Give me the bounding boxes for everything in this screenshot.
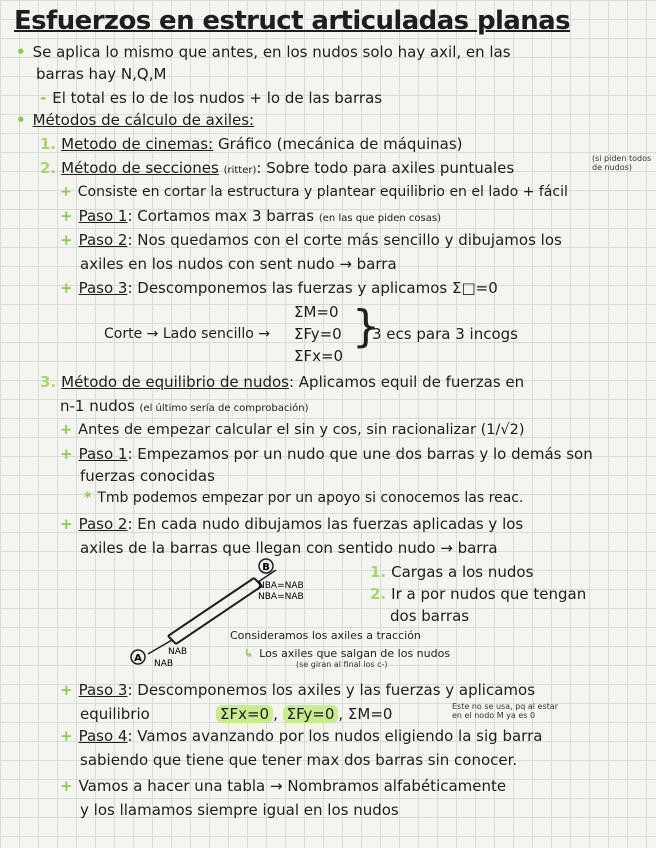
- axial-b-1: NBA=NAB: [258, 581, 304, 591]
- traction-note: Consideramos los axiles a tracción: [230, 629, 421, 642]
- brace-icon: }: [352, 301, 380, 352]
- section-step-3: + Paso 3: Descomponemos las fuerzas y aplicamos Σ□=0: [60, 279, 498, 297]
- equation-flow: Corte → Lado sencillo →: [104, 326, 271, 342]
- intro-line-2: barras hay N,Q,M: [36, 65, 167, 83]
- section-step-2: + Paso 2: Nos quedamos con el corte más sencillo y dibujamos los: [60, 231, 562, 249]
- method-3-cont: n-1 nudos (el último sería de comprobación): [60, 397, 309, 415]
- highlight-fy: ΣFy=0: [283, 705, 339, 723]
- moment-note: Este no se usa, pq al estar en el nodo M ya es 0: [452, 702, 558, 720]
- intro-line: • Se aplica lo mismo que antes, en los nudos solo hay axil, en las: [16, 43, 511, 61]
- nodes-step-4-cont: sabiendo que tiene que tener max dos barras sin conocer.: [80, 751, 518, 769]
- table-line-cont: y los llamamos siempre igual en los nudos: [80, 801, 399, 819]
- method-2-note: (si piden todos de nudos): [592, 154, 652, 172]
- nodes-step-2-cont: axiles de la barras que llegan con sentido nudo → barra: [80, 539, 498, 557]
- section-step-2-cont: axiles en los nudos con sent nudo → barra: [80, 255, 397, 273]
- section-step: + Consiste en cortar la estructura y plantear equilibrio en el lado + fácil: [60, 184, 568, 200]
- nodes-before: + Antes de empezar calcular el sin y cos, sin racionalizar (1/√2): [60, 422, 525, 438]
- bullet: •: [16, 111, 26, 129]
- equation-fy: ΣFy=0: [294, 325, 342, 343]
- total-line: - El total es lo de los nudos + lo de las barras: [40, 89, 383, 107]
- methods-heading: • Métodos de cálculo de axiles:: [16, 111, 255, 129]
- dash: -: [40, 89, 47, 107]
- list-item-2: 2. Ir a por nudos que tengan: [370, 585, 587, 603]
- nodes-step-3: + Paso 3: Descomponemos los axiles y las fuerzas y aplicamos: [60, 681, 536, 699]
- highlight-fx: ΣFx=0: [216, 705, 273, 723]
- bullet: •: [16, 43, 26, 61]
- nodes-step-1-sub: * Tmb podemos empezar por un apoyo si conocemos las reac.: [84, 490, 524, 506]
- axial-a-1: NAB: [168, 647, 188, 657]
- equilibrium-equations: ΣFx=0 , ΣFy=0 , ΣM=0: [216, 704, 392, 724]
- axial-note-small: (se giran al final los c-): [296, 660, 388, 669]
- axial-note: ↳ Los axiles que salgan de los nudos: [244, 647, 451, 660]
- node-a-label: A: [134, 653, 142, 664]
- equation-fx: ΣFx=0: [294, 347, 344, 365]
- list-item-2-cont: dos barras: [390, 607, 470, 625]
- equation-summary: 3 ecs para 3 incogs: [372, 325, 518, 343]
- nodes-step-4: + Paso 4: Vamos avanzando por los nudos eligiendo la sig barra: [60, 727, 543, 745]
- axial-a-2: NAB: [154, 659, 174, 669]
- axial-b-2: NBA=NAB: [258, 592, 304, 602]
- method-1: 1. Metodo de cinemas: Gráfico (mecánica de máquinas): [40, 135, 463, 153]
- method-3: 3. Método de equilibrio de nudos: Aplicamos equil de fuerzas en: [40, 373, 525, 391]
- nodes-step-3-cont: equilibrio: [80, 705, 150, 723]
- section-step-1: + Paso 1: Cortamos max 3 barras (en las que piden cosas): [60, 207, 441, 225]
- list-item-1: 1. Cargas a los nudos: [370, 563, 534, 581]
- page-title: Esfuerzos en estruct articuladas planas: [14, 6, 570, 36]
- equation-moment: ΣM=0: [294, 303, 339, 321]
- nodes-step-2: + Paso 2: En cada nudo dibujamos las fuerzas aplicadas y los: [60, 515, 524, 533]
- node-b-label: B: [262, 562, 270, 573]
- table-line: + Vamos a hacer una tabla → Nombramos alfabéticamente: [60, 777, 507, 795]
- nodes-step-1: + Paso 1: Empezamos por un nudo que une dos barras y lo demás son: [60, 445, 593, 463]
- nodes-step-1-cont: fuerzas conocidas: [80, 467, 215, 485]
- method-2: 2. Método de secciones (ritter): Sobre todo para axiles puntuales: [40, 159, 515, 177]
